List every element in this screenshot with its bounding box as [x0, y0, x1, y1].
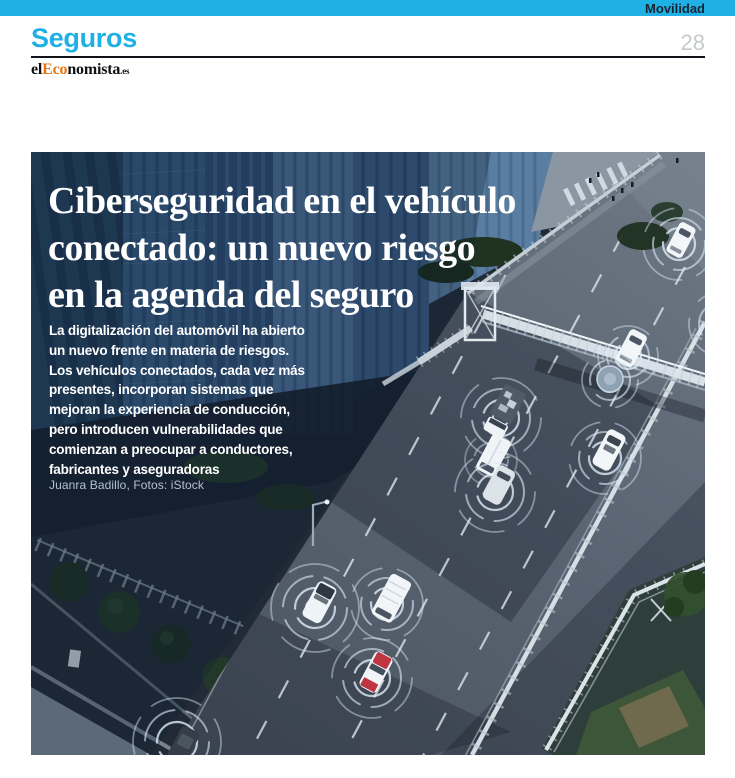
publisher-logo: [31, 61, 129, 79]
logo-prefix: el: [31, 61, 43, 78]
headline-line: Ciberseguridad en el vehículo: [48, 180, 516, 222]
standfirst-line: un nuevo frente en materia de riesgos.: [49, 342, 289, 358]
kicker-label: Movilidad: [645, 1, 705, 16]
standfirst-line: pero introducen vulnerabilidades que: [49, 421, 283, 437]
headline-line: conectado: un nuevo riesgo: [48, 227, 476, 269]
standfirst-line: fabricantes y aseguradoras: [49, 461, 220, 477]
hero-photo: [31, 152, 705, 755]
logo-domain: .es: [120, 66, 130, 76]
article-headline: [48, 178, 608, 319]
page-number: 28: [680, 30, 705, 55]
article-standfirst: [49, 321, 349, 479]
standfirst-line: La digitalización del automóvil ha abierto: [49, 323, 305, 338]
masthead-rule: [31, 56, 705, 58]
article-byline: Juanra Badillo, Fotos: iStock: [49, 478, 204, 492]
standfirst-line: presentes, incorporan sistemas que: [49, 382, 274, 398]
headline-line: en la agenda del seguro: [48, 274, 414, 316]
standfirst-line: comienzan a preocupar a conductores,: [49, 441, 293, 457]
standfirst-line: mejoran la experiencia de conducción,: [49, 402, 290, 418]
standfirst-line: Los vehículos conectados, cada vez más: [49, 362, 305, 378]
section-kicker-bar: [0, 0, 735, 16]
logo-suffix: nomista: [67, 61, 121, 78]
section-title: Seguros: [31, 23, 137, 53]
logo-highlight: Eco: [42, 61, 68, 78]
